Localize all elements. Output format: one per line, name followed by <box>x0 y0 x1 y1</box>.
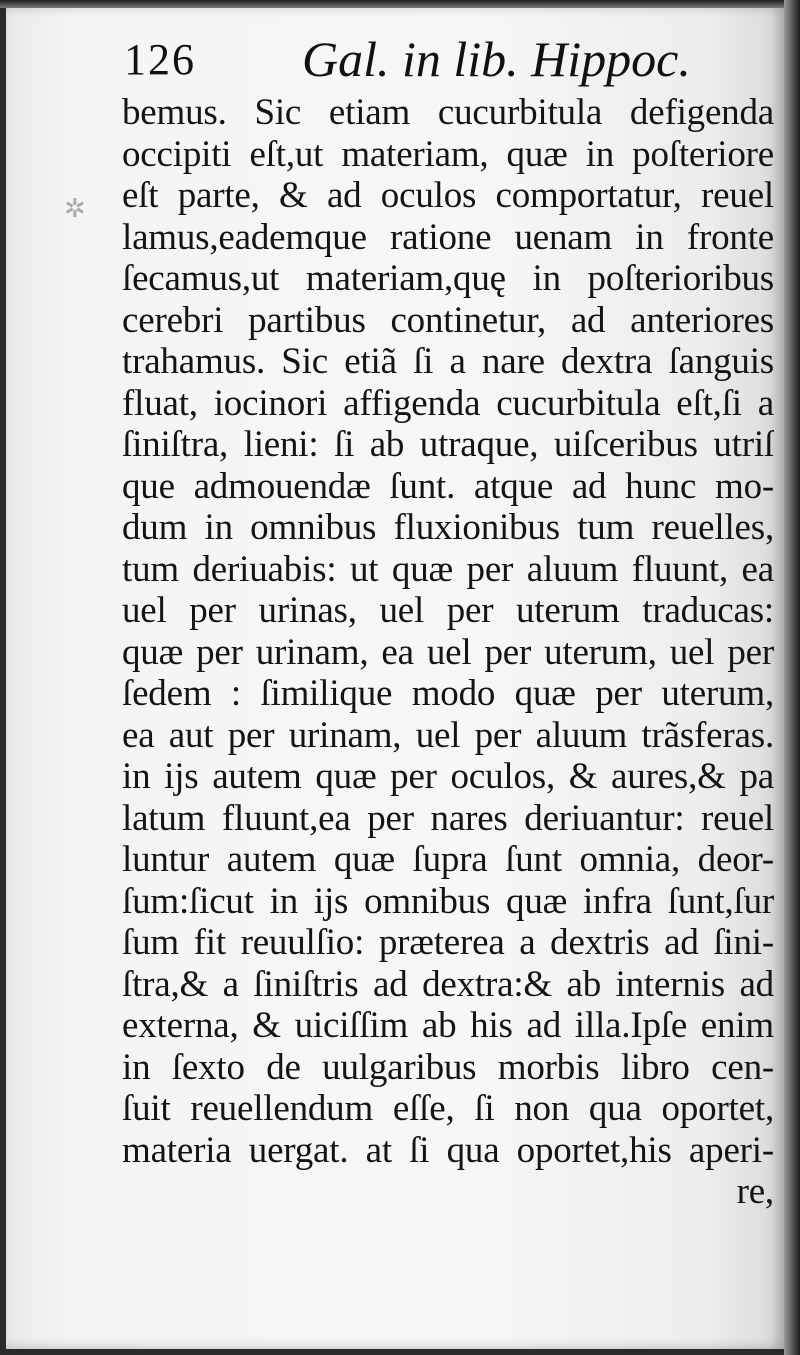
book-page <box>6 6 784 1349</box>
text-line: luntur autem quæ ſupra ſunt omnia, deor- <box>122 839 774 880</box>
page-header <box>116 28 716 88</box>
catchword: re, <box>736 1171 774 1212</box>
text-line: materia uergat. at ſi qua oportet,his aperi- <box>122 1129 774 1171</box>
text-line: ſum:ſicut in ijs omnibus quæ infra ſunt,ſur <box>122 880 774 922</box>
text-line: ſiniſtra, lieni: ſi ab utraque, uiſceribus utriſ <box>122 424 774 465</box>
text-line: ſum fit reuulſio: præterea a dextris ad ſini- <box>122 922 774 963</box>
text-line: in ijs autem quæ per oculos, & aures,& pa <box>122 756 774 797</box>
text-line: ſecamus,ut materiam,quę in poſterioribus <box>122 258 774 299</box>
book-top-edge <box>0 0 800 8</box>
text-line: ea aut per urinam, uel per aluum trãsferas. <box>122 714 774 756</box>
text-line: trahamus. Sic etiã ſi a nare dextra ſanguis <box>122 341 774 382</box>
text-line: que admouendæ ſunt. atque ad hunc mo- <box>122 465 774 507</box>
text-line: fluat, iocinori affigenda cucurbitula eſt,ſi a <box>122 382 774 424</box>
ornament-mark-icon: ✲ <box>64 194 86 223</box>
text-line: ſuit reuellendum eſſe, ſi non qua oportet, <box>122 1088 774 1129</box>
text-line: in ſexto de uulgaribus morbis libro cen- <box>122 1046 774 1088</box>
text-line: uel per urinas, uel per uterum traducas: <box>122 590 774 631</box>
text-line: bemus. Sic etiam cucurbitula defigenda <box>122 92 774 133</box>
book-gutter-edge <box>784 0 800 1355</box>
body-text <box>122 92 774 1213</box>
text-line: latum fluunt,ea per nares deriuantur: reuel <box>122 797 774 839</box>
text-line: ſedem : ſimilique modo quæ per uterum, <box>122 673 774 714</box>
text-line: eſt parte, & ad oculos comportatur, reuel <box>122 175 774 216</box>
text-line: ſtra,& a ſiniſtris ad dextra:& ab internis ad <box>122 963 774 1005</box>
page-number: 126 <box>124 35 196 84</box>
text-line: tum deriuabis: ut quæ per aluum fluunt, ea <box>122 548 774 590</box>
text-line: dum in omnibus fluxionibus tum reuelles, <box>122 507 774 548</box>
text-line: cerebri partibus continetur, ad anteriores <box>122 299 774 341</box>
running-head: Gal. in lib. Hippoc. <box>302 31 691 87</box>
text-line: lamus,eademque ratione uenam in fronte <box>122 216 774 258</box>
text-line: occipiti eſt,ut materiam, quæ in poſteriore <box>122 133 774 175</box>
text-line: externa, & uiciſſim ab his ad illa.Ipſe enim <box>122 1005 774 1046</box>
text-line: quæ per urinam, ea uel per uterum, uel per <box>122 631 774 673</box>
